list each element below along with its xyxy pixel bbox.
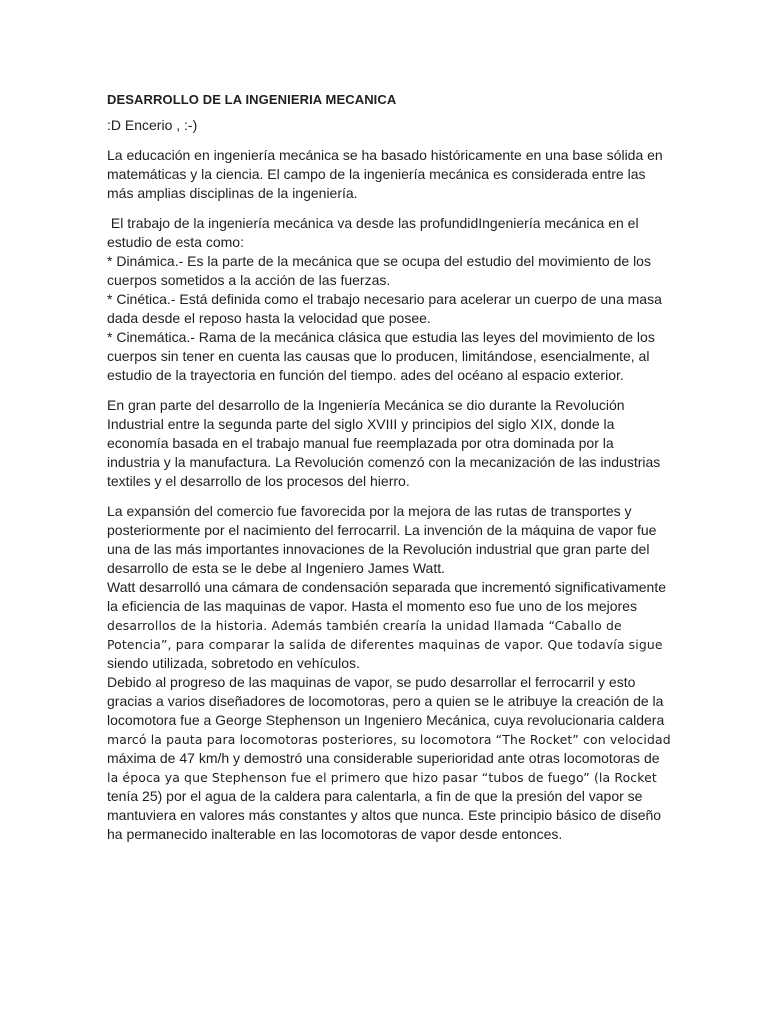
document-subtitle: :D Encerio , :-) xyxy=(107,117,198,133)
text-line: una de las más importantes innovaciones de la Revolución industrial que gran parte del xyxy=(107,541,650,557)
text-line: Debido al progreso de las maquinas de vapor, se pudo desarrollar el ferrocarril y esto xyxy=(107,674,636,690)
text-line: locomotora fue a George Stephenson un Ingeniero Mecánica, cuya revolucionaria caldera xyxy=(107,712,665,728)
text-line: Potencia”, para comparar la salida de diferentes maquinas de vapor. Que todavía sigue xyxy=(107,637,663,652)
text-line: estudio de esta como: xyxy=(107,234,244,250)
text-line: La educación en ingeniería mecánica se ha basado históricamente en una base sólida en xyxy=(107,147,663,163)
text-line: máxima de 47 km/h y demostró una considerable superioridad ante otras locomotoras de xyxy=(107,750,660,766)
text-line: gracias a varios diseñadores de locomotoras, pero a quien se le atribuye la creación de la xyxy=(107,693,664,709)
text-line: la época ya que Stephenson fue el primero que hizo pasar “tubos de fuego” (la Rocket xyxy=(107,770,657,785)
text-line: desarrollo de esta se le debe al Ingeniero James Watt. xyxy=(107,560,446,576)
text-line: posteriormente por el nacimiento del ferrocarril. La invención de la máquina de vapor fue xyxy=(107,522,657,538)
text-line: tenía 25) por el agua de la caldera para calentarla, a fin de que la presión del vapor se xyxy=(107,788,643,804)
document-page xyxy=(107,92,671,844)
text-line: siendo utilizada, sobretodo en vehículos. xyxy=(107,655,360,671)
document-title: DESARROLLO DE LA INGENIERIA MECANICA xyxy=(107,92,397,107)
text-line: marcó la pauta para locomotoras posteriores, su locomotora “The Rocket” con velocidad xyxy=(107,732,671,747)
text-line: La expansión del comercio fue favorecida por la mejora de las rutas de transportes y xyxy=(107,503,632,519)
text-line: dada desde el reposo hasta la velocidad que posee. xyxy=(107,310,431,326)
text-line: economía basada en el trabajo manual fue reemplazada por otra dominada por la xyxy=(107,435,614,451)
text-line: matemáticas y la ciencia. El campo de la ingeniería mecánica es considerada entre las xyxy=(107,166,646,182)
paragraph-intro xyxy=(107,146,663,203)
list-item-cinematica: * Cinemática.- Rama de la mecánica clásica que estudia las leyes del movimiento de los xyxy=(107,329,655,345)
paragraph-revolucion xyxy=(107,396,661,491)
paragraph-definitions xyxy=(107,214,662,385)
text-line: mantuviera en valores más constantes y altos que nunca. Este principio básico de diseño xyxy=(107,807,662,823)
text-line: más amplias disciplinas de la ingeniería. xyxy=(107,185,358,201)
text-line: estudio de la trayectoria en función del tiempo. ades del océano al espacio exterior. xyxy=(107,367,624,383)
text-line: cuerpos sin tener en cuenta las causas que lo producen, limitándose, esencialmente, al xyxy=(107,348,650,364)
text-line: El trabajo de la ingeniería mecánica va desde las profundidIngeniería mecánica en el xyxy=(107,215,639,231)
text-line: industria y la manufactura. La Revolución comenzó con la mecanización de las industrias xyxy=(107,454,661,470)
list-item-dinamica: * Dinámica.- Es la parte de la mecánica que se ocupa del estudio del movimiento de los xyxy=(107,253,651,269)
text-line: textiles y el desarrollo de los procesos del hierro. xyxy=(107,473,410,489)
text-line: desarrollos de la historia. Además también crearía la unidad llamada “Caballo de xyxy=(107,618,622,633)
text-line: En gran parte del desarrollo de la Ingeniería Mecánica se dio durante la Revolución xyxy=(107,397,625,413)
text-line: Industrial entre la segunda parte del siglo XVIII y principios del siglo XIX, donde la xyxy=(107,416,615,432)
paragraph-vapor xyxy=(107,502,671,844)
list-item-cinetica: * Cinética.- Está definida como el trabajo necesario para acelerar un cuerpo de una masa xyxy=(107,291,662,307)
text-line: la eficiencia de las maquinas de vapor. Hasta el momento eso fue uno de los mejores xyxy=(107,598,637,614)
text-line: ha permanecido inalterable en las locomotoras de vapor desde entonces. xyxy=(107,826,563,842)
text-line: Watt desarrolló una cámara de condensación separada que incrementó significativamente xyxy=(107,579,667,595)
text-line: cuerpos sometidos a la acción de las fuerzas. xyxy=(107,272,391,288)
